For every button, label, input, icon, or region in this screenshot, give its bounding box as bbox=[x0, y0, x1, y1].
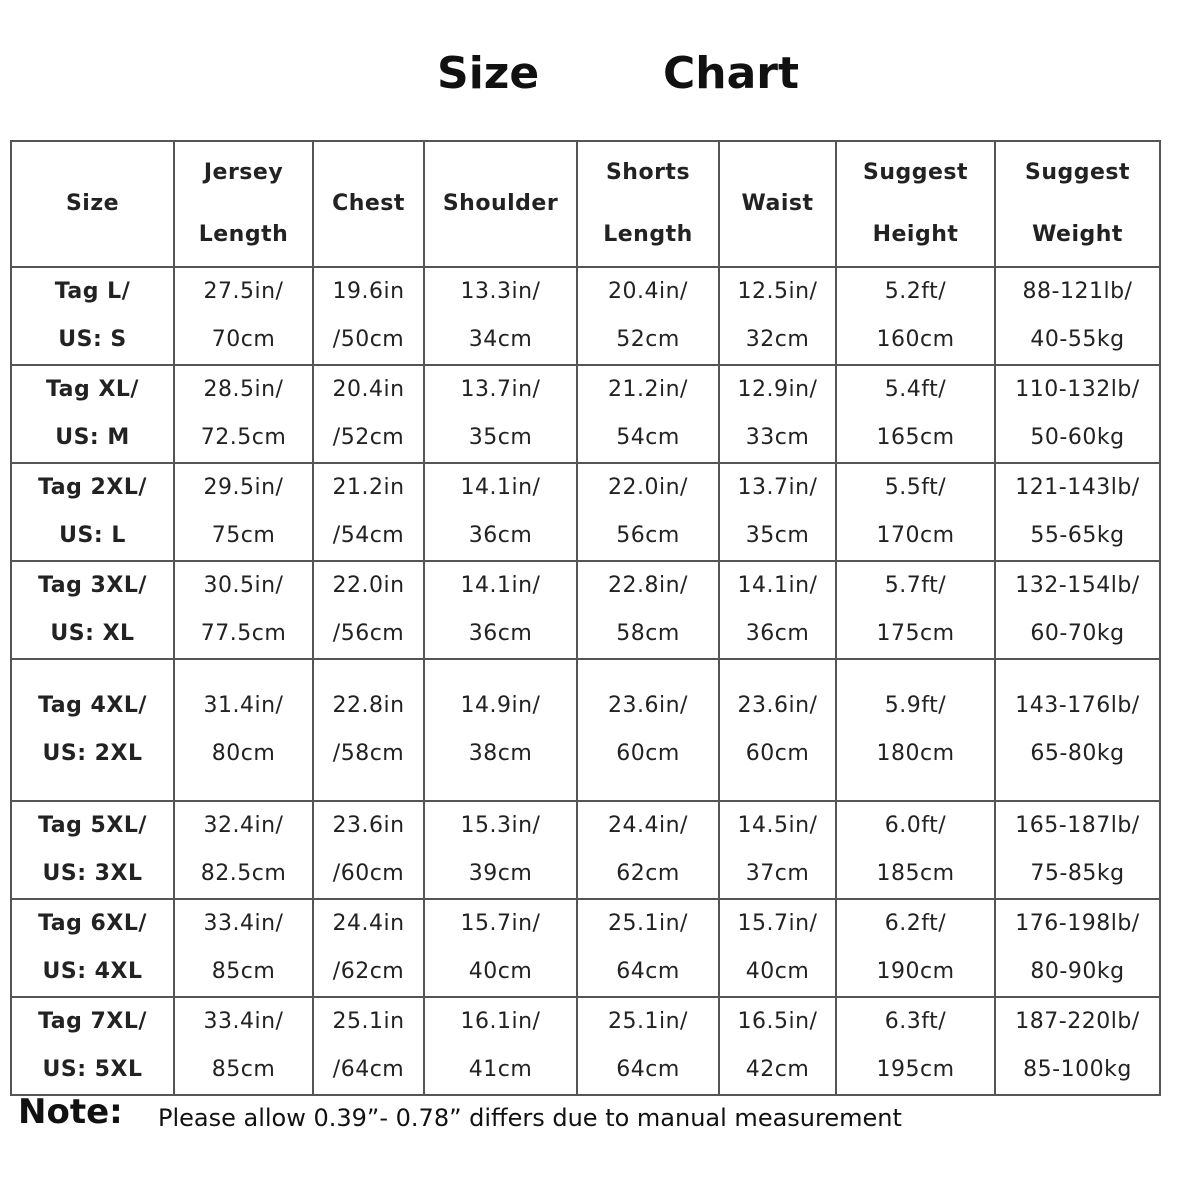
cell-line: 5.2ft/ bbox=[884, 279, 947, 304]
cell-line: /62cm bbox=[332, 959, 405, 984]
cell-line: /50cm bbox=[332, 327, 405, 352]
cell-line: 16.5in/ bbox=[737, 1009, 818, 1034]
cell-suggest-weight bbox=[995, 365, 1160, 463]
cell-line: 64cm bbox=[616, 959, 680, 984]
cell-suggest-weight bbox=[995, 899, 1160, 997]
cell-line: Tag 7XL/ bbox=[38, 1009, 147, 1034]
cell-line: 80cm bbox=[211, 741, 276, 766]
note-text: Please allow 0.39”- 0.78” differs due to manual measurement bbox=[158, 1104, 902, 1132]
cell-line: 54cm bbox=[616, 425, 680, 450]
cell-line: Tag 4XL/ bbox=[38, 693, 147, 718]
cell-line: 33.4in/ bbox=[203, 1009, 284, 1034]
cell-jersey-length bbox=[174, 659, 313, 801]
cell-suggest-height bbox=[836, 801, 995, 899]
cell-suggest-height bbox=[836, 659, 995, 801]
cell-line: 33cm bbox=[745, 425, 810, 450]
cell-size bbox=[11, 267, 174, 365]
cell-line: 28.5in/ bbox=[203, 377, 284, 402]
header-suggest-weight: Suggest Weight bbox=[995, 141, 1160, 267]
cell-suggest-weight bbox=[995, 659, 1160, 801]
cell-line: 52cm bbox=[616, 327, 680, 352]
cell-line: 39cm bbox=[468, 861, 533, 886]
cell-line: 88-121lb/ bbox=[1022, 279, 1133, 304]
cell-line: /54cm bbox=[332, 523, 405, 548]
cell-chest bbox=[313, 659, 424, 801]
cell-line: 160cm bbox=[876, 327, 955, 352]
cell-shoulder bbox=[424, 267, 577, 365]
cell-line: 110-132lb/ bbox=[1015, 377, 1140, 402]
cell-line: 38cm bbox=[468, 741, 533, 766]
cell-line: 50-60kg bbox=[1030, 425, 1125, 450]
cell-line: 132-154lb/ bbox=[1015, 573, 1140, 598]
cell-jersey-length bbox=[174, 899, 313, 997]
cell-shorts-length bbox=[577, 365, 719, 463]
cell-line: 12.5in/ bbox=[737, 279, 818, 304]
cell-shorts-length bbox=[577, 267, 719, 365]
cell-line: 82.5cm bbox=[200, 861, 287, 886]
cell-line: 15.3in/ bbox=[460, 813, 541, 838]
cell-line: 40cm bbox=[745, 959, 810, 984]
cell-shorts-length bbox=[577, 463, 719, 561]
cell-line: 165cm bbox=[876, 425, 955, 450]
cell-line: 190cm bbox=[876, 959, 955, 984]
cell-line: 42cm bbox=[745, 1057, 810, 1082]
cell-shoulder bbox=[424, 997, 577, 1095]
cell-line: 85cm bbox=[211, 959, 276, 984]
cell-line: 6.2ft/ bbox=[884, 911, 947, 936]
cell-line: 36cm bbox=[468, 523, 533, 548]
cell-line: 75cm bbox=[211, 523, 276, 548]
cell-line: 22.8in bbox=[332, 693, 405, 718]
cell-line: US: XL bbox=[50, 621, 135, 646]
cell-jersey-length bbox=[174, 267, 313, 365]
cell-jersey-length bbox=[174, 463, 313, 561]
cell-line: 64cm bbox=[616, 1057, 680, 1082]
cell-line: 75-85kg bbox=[1030, 861, 1125, 886]
cell-shoulder bbox=[424, 801, 577, 899]
cell-line: 60cm bbox=[745, 741, 810, 766]
table-row bbox=[11, 997, 1160, 1095]
cell-line: 19.6in bbox=[332, 279, 405, 304]
cell-line: 35cm bbox=[745, 523, 810, 548]
cell-line: 25.1in/ bbox=[608, 1009, 688, 1034]
cell-suggest-height bbox=[836, 365, 995, 463]
cell-shorts-length bbox=[577, 801, 719, 899]
cell-size bbox=[11, 463, 174, 561]
cell-chest bbox=[313, 801, 424, 899]
cell-line: 143-176lb/ bbox=[1015, 693, 1140, 718]
cell-shoulder bbox=[424, 561, 577, 659]
cell-line: 60cm bbox=[616, 741, 680, 766]
cell-line: 77.5cm bbox=[200, 621, 287, 646]
cell-line: 29.5in/ bbox=[203, 475, 284, 500]
cell-line: 56cm bbox=[616, 523, 680, 548]
cell-line: 23.6in/ bbox=[608, 693, 688, 718]
cell-line: 80-90kg bbox=[1030, 959, 1125, 984]
cell-suggest-height bbox=[836, 267, 995, 365]
cell-line: Tag 6XL/ bbox=[38, 911, 147, 936]
cell-waist bbox=[719, 801, 836, 899]
cell-line: 170cm bbox=[876, 523, 955, 548]
cell-line: 36cm bbox=[745, 621, 810, 646]
cell-waist bbox=[719, 659, 836, 801]
cell-line: 187-220lb/ bbox=[1015, 1009, 1140, 1034]
cell-line: 121-143lb/ bbox=[1015, 475, 1140, 500]
cell-line: US: 2XL bbox=[42, 741, 143, 766]
note bbox=[18, 1092, 1118, 1142]
cell-line: 65-80kg bbox=[1030, 741, 1125, 766]
cell-line: 22.0in bbox=[332, 573, 405, 598]
cell-line: 35cm bbox=[468, 425, 533, 450]
cell-line: 185cm bbox=[876, 861, 955, 886]
cell-line: 15.7in/ bbox=[460, 911, 541, 936]
cell-line: US: S bbox=[58, 327, 127, 352]
cell-line: US: 3XL bbox=[42, 861, 143, 886]
size-chart-body bbox=[11, 267, 1160, 1095]
cell-line: /60cm bbox=[332, 861, 405, 886]
cell-line: 24.4in bbox=[332, 911, 405, 936]
cell-chest bbox=[313, 997, 424, 1095]
table-row bbox=[11, 463, 1160, 561]
table-row bbox=[11, 801, 1160, 899]
cell-line: 5.4ft/ bbox=[884, 377, 947, 402]
header-row bbox=[11, 141, 1160, 267]
cell-line: 20.4in/ bbox=[608, 279, 688, 304]
cell-line: 6.0ft/ bbox=[884, 813, 947, 838]
cell-line: 40-55kg bbox=[1030, 327, 1125, 352]
cell-line: US: 4XL bbox=[42, 959, 143, 984]
cell-line: 13.7in/ bbox=[737, 475, 818, 500]
cell-shoulder bbox=[424, 899, 577, 997]
cell-line: 5.9ft/ bbox=[884, 693, 947, 718]
cell-line: 23.6in bbox=[332, 813, 405, 838]
cell-line: Tag 5XL/ bbox=[38, 813, 147, 838]
cell-line: 14.1in/ bbox=[460, 573, 541, 598]
cell-line: 72.5cm bbox=[200, 425, 287, 450]
cell-suggest-height bbox=[836, 463, 995, 561]
cell-line: 14.1in/ bbox=[737, 573, 818, 598]
cell-waist bbox=[719, 899, 836, 997]
cell-line: 60-70kg bbox=[1030, 621, 1125, 646]
cell-chest bbox=[313, 267, 424, 365]
cell-line: 5.5ft/ bbox=[884, 475, 947, 500]
cell-line: 14.1in/ bbox=[460, 475, 541, 500]
cell-line: 40cm bbox=[468, 959, 533, 984]
cell-chest bbox=[313, 463, 424, 561]
header-suggest-height: Suggest Height bbox=[836, 141, 995, 267]
cell-line: 6.3ft/ bbox=[884, 1009, 947, 1034]
table-row bbox=[11, 267, 1160, 365]
cell-waist bbox=[719, 561, 836, 659]
cell-line: 180cm bbox=[876, 741, 955, 766]
cell-line: 15.7in/ bbox=[737, 911, 818, 936]
cell-line: 58cm bbox=[616, 621, 680, 646]
cell-line: 13.7in/ bbox=[460, 377, 541, 402]
cell-line: 12.9in/ bbox=[737, 377, 818, 402]
cell-size bbox=[11, 365, 174, 463]
cell-line: /58cm bbox=[332, 741, 405, 766]
cell-suggest-weight bbox=[995, 997, 1160, 1095]
cell-suggest-weight bbox=[995, 561, 1160, 659]
cell-waist bbox=[719, 997, 836, 1095]
cell-line: /56cm bbox=[332, 621, 405, 646]
cell-suggest-weight bbox=[995, 267, 1160, 365]
cell-size bbox=[11, 561, 174, 659]
cell-line: 37cm bbox=[745, 861, 810, 886]
title-word-size: Size bbox=[437, 48, 540, 99]
cell-line: 41cm bbox=[468, 1057, 533, 1082]
cell-line: 25.1in/ bbox=[608, 911, 688, 936]
cell-line: 21.2in bbox=[332, 475, 405, 500]
size-chart-table bbox=[10, 140, 1161, 1096]
cell-line: 31.4in/ bbox=[203, 693, 284, 718]
cell-line: US: M bbox=[55, 425, 130, 450]
cell-line: Tag XL/ bbox=[46, 377, 139, 402]
cell-chest bbox=[313, 899, 424, 997]
cell-line: 34cm bbox=[468, 327, 533, 352]
cell-chest bbox=[313, 561, 424, 659]
cell-shoulder bbox=[424, 365, 577, 463]
cell-suggest-height bbox=[836, 561, 995, 659]
cell-shorts-length bbox=[577, 561, 719, 659]
cell-shoulder bbox=[424, 659, 577, 801]
cell-line: US: 5XL bbox=[42, 1057, 143, 1082]
header-jersey-length: Jersey Length bbox=[174, 141, 313, 267]
cell-shorts-length bbox=[577, 997, 719, 1095]
cell-line: Tag 2XL/ bbox=[38, 475, 147, 500]
cell-line: 16.1in/ bbox=[460, 1009, 541, 1034]
cell-line: US: L bbox=[59, 523, 126, 548]
cell-line: 85cm bbox=[211, 1057, 276, 1082]
table-row bbox=[11, 659, 1160, 801]
cell-suggest-height bbox=[836, 899, 995, 997]
cell-chest bbox=[313, 365, 424, 463]
cell-line: 55-65kg bbox=[1030, 523, 1125, 548]
cell-line: Tag 3XL/ bbox=[38, 573, 147, 598]
cell-size bbox=[11, 899, 174, 997]
cell-line: 27.5in/ bbox=[203, 279, 284, 304]
cell-line: 62cm bbox=[616, 861, 680, 886]
cell-shorts-length bbox=[577, 659, 719, 801]
table-row bbox=[11, 899, 1160, 997]
cell-shorts-length bbox=[577, 899, 719, 997]
table-row bbox=[11, 365, 1160, 463]
cell-line: 5.7ft/ bbox=[884, 573, 947, 598]
cell-line: 70cm bbox=[211, 327, 276, 352]
cell-line: 176-198lb/ bbox=[1015, 911, 1140, 936]
cell-line: 175cm bbox=[876, 621, 955, 646]
cell-suggest-height bbox=[836, 997, 995, 1095]
cell-line: 23.6in/ bbox=[737, 693, 818, 718]
cell-line: 22.8in/ bbox=[608, 573, 688, 598]
page-title bbox=[0, 48, 1200, 108]
header-waist: Waist bbox=[719, 141, 836, 267]
header-chest: Chest bbox=[313, 141, 424, 267]
note-label: Note: bbox=[18, 1092, 123, 1132]
cell-size bbox=[11, 997, 174, 1095]
cell-line: 20.4in bbox=[332, 377, 405, 402]
cell-line: 36cm bbox=[468, 621, 533, 646]
cell-line: 14.5in/ bbox=[737, 813, 818, 838]
cell-line: 14.9in/ bbox=[460, 693, 541, 718]
cell-line: 85-100kg bbox=[1023, 1057, 1132, 1082]
cell-line: 13.3in/ bbox=[460, 279, 541, 304]
cell-line: 165-187lb/ bbox=[1015, 813, 1140, 838]
cell-line: 195cm bbox=[876, 1057, 955, 1082]
cell-line: 24.4in/ bbox=[608, 813, 688, 838]
table-row bbox=[11, 561, 1160, 659]
header-size: Size bbox=[11, 141, 174, 267]
cell-jersey-length bbox=[174, 801, 313, 899]
cell-line: 32.4in/ bbox=[203, 813, 284, 838]
cell-size bbox=[11, 801, 174, 899]
cell-line: 25.1in bbox=[332, 1009, 405, 1034]
cell-suggest-weight bbox=[995, 463, 1160, 561]
title-word-chart: Chart bbox=[663, 48, 800, 99]
cell-line: 33.4in/ bbox=[203, 911, 284, 936]
cell-size bbox=[11, 659, 174, 801]
cell-waist bbox=[719, 267, 836, 365]
cell-jersey-length bbox=[174, 365, 313, 463]
cell-line: 32cm bbox=[745, 327, 810, 352]
cell-jersey-length bbox=[174, 997, 313, 1095]
cell-shoulder bbox=[424, 463, 577, 561]
cell-suggest-weight bbox=[995, 801, 1160, 899]
cell-line: 22.0in/ bbox=[608, 475, 688, 500]
cell-waist bbox=[719, 365, 836, 463]
cell-line: /52cm bbox=[332, 425, 405, 450]
cell-waist bbox=[719, 463, 836, 561]
cell-line: 21.2in/ bbox=[608, 377, 688, 402]
cell-line: /64cm bbox=[332, 1057, 405, 1082]
header-shoulder: Shoulder bbox=[424, 141, 577, 267]
cell-line: Tag L/ bbox=[54, 279, 131, 304]
cell-jersey-length bbox=[174, 561, 313, 659]
header-shorts-length: Shorts Length bbox=[577, 141, 719, 267]
cell-line: 30.5in/ bbox=[203, 573, 284, 598]
